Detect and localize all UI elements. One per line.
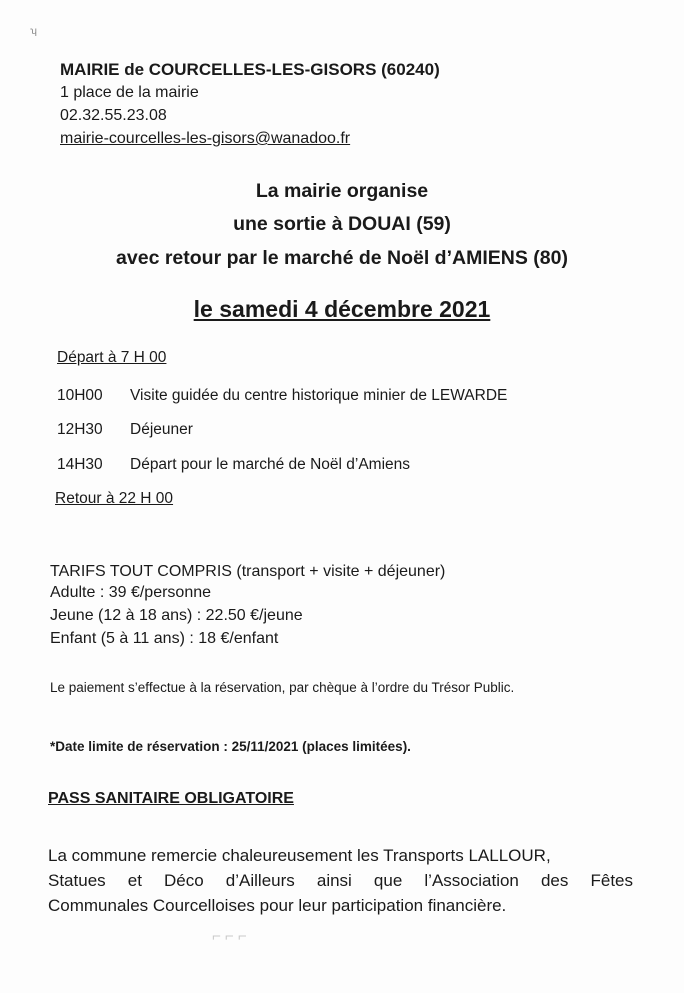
pricing-heading: TARIFS TOUT COMPRIS (transport + visite + déjeuner)	[50, 563, 446, 580]
email-link[interactable]: mairie-courcelles-les-gisors@wanadoo.fr	[60, 130, 351, 147]
announcement-line-2: une sortie à DOUAI (59)	[233, 213, 451, 235]
reservation-deadline: *Date limite de réservation : 25/11/2021 (places limitées).	[50, 739, 411, 754]
departure-time: Départ à 7 H 00	[57, 349, 167, 366]
organization-name: MAIRIE de COURCELLES-LES-GISORS (60240)	[60, 60, 440, 79]
health-pass-notice: PASS SANITAIRE OBLIGATOIRE	[48, 790, 294, 807]
program-item-description: Déjeuner	[130, 421, 193, 438]
program-item-description: Départ pour le marché de Noël d’Amiens	[130, 456, 410, 473]
faint-handwriting-mark: ⌐ ⌐ ⌐	[212, 928, 247, 945]
announcement-line-1: La mairie organise	[255, 180, 429, 202]
corner-mark: ʮ	[30, 26, 37, 37]
program-item-description: Visite guidée du centre historique minier de LEWARDE	[130, 387, 508, 404]
program-item-time: 12H30	[57, 421, 103, 438]
thanks-line-2: Statues et Déco d’Ailleurs ainsi que l’Association des Fêtes	[48, 871, 633, 890]
payment-note: Le paiement s’effectue à la réservation, par chèque à l’ordre du Trésor Public.	[50, 680, 515, 695]
program-item-time: 14H30	[57, 456, 103, 473]
return-time: Retour à 22 H 00	[55, 490, 174, 507]
announcement-line-3: avec retour par le marché de Noël d’AMIENS (80)	[116, 247, 568, 269]
thanks-paragraph	[48, 843, 633, 918]
thanks-line-1: La commune remercie chaleureusement les Transports LALLOUR,	[48, 846, 551, 865]
price-child: Enfant (5 à 11 ans) : 18 €/enfant	[50, 630, 279, 647]
price-youth: Jeune (12 à 18 ans) : 22.50 €/jeune	[50, 607, 303, 624]
program-item-time: 10H00	[57, 387, 103, 404]
phone-number: 02.32.55.23.08	[60, 107, 167, 124]
price-adult: Adulte : 39 €/personne	[50, 584, 212, 601]
address: 1 place de la mairie	[60, 84, 199, 101]
event-date: le samedi 4 décembre 2021	[193, 296, 491, 322]
thanks-line-3: Communales Courcelloises pour leur participation financière.	[48, 896, 507, 915]
